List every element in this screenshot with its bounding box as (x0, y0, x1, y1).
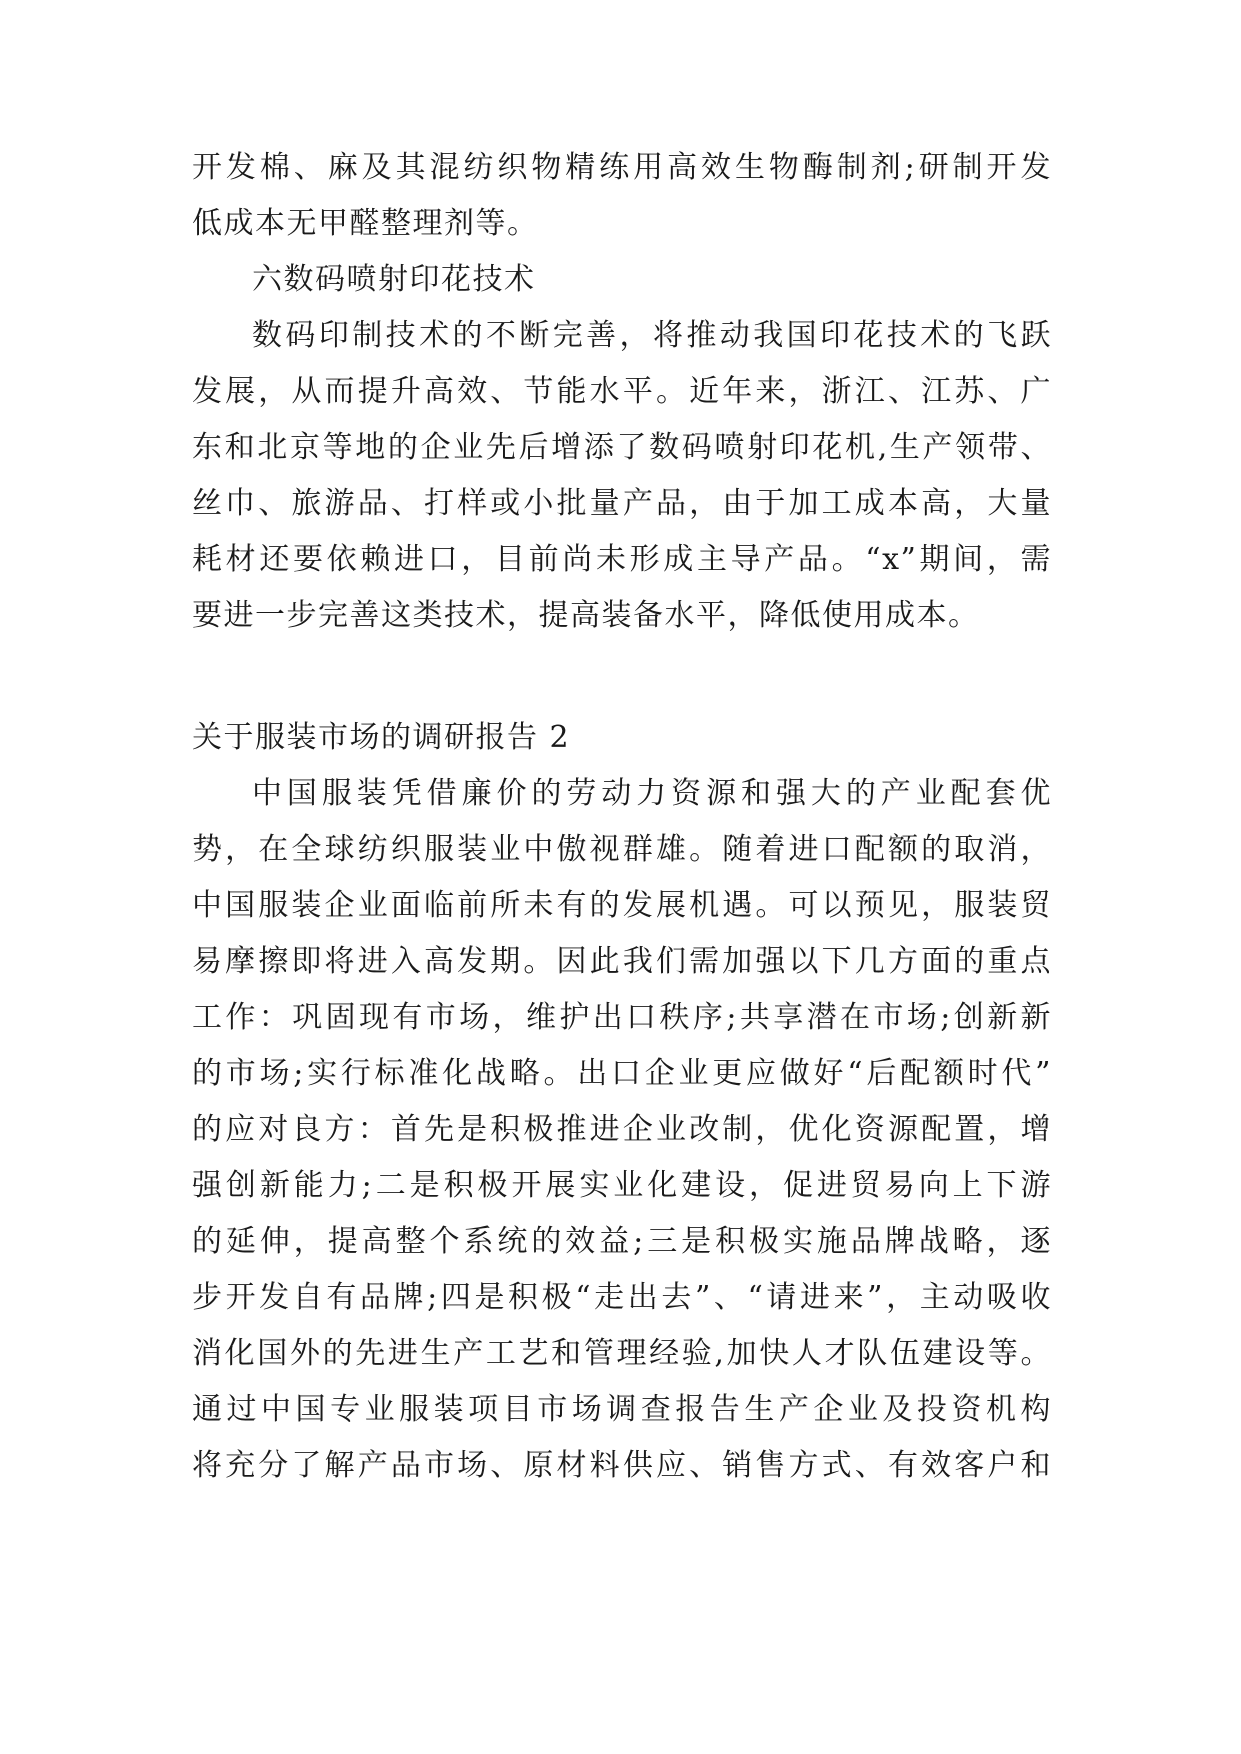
paragraph-line: 丝巾、旅游品、打样或小批量产品，由于加工成本高，大量 (192, 486, 1052, 521)
paragraph-line: 要进一步完善这类技术，提高装备水平，降低使用成本。 (192, 598, 980, 633)
paragraph-line: 消化国外的先进生产工艺和管理经验,加快人才队伍建设等。 (192, 1336, 1052, 1371)
report-title: 关于服装市场的调研报告 2 (192, 720, 571, 755)
paragraph-line: 中国服装凭借廉价的劳动力资源和强大的产业配套优 (252, 776, 1052, 811)
paragraph-line: 步开发自有品牌;四是积极“走出去”、“请进来”，主动吸收 (192, 1280, 1052, 1315)
paragraph-line: 耗材还要依赖进口，目前尚未形成主导产品。“x”期间，需 (192, 542, 1052, 577)
paragraph-line: 开发棉、麻及其混纺织物精练用高效生物酶制剂;研制开发 (192, 150, 1052, 185)
paragraph-line: 东和北京等地的企业先后增添了数码喷射印花机,生产领带、 (192, 430, 1052, 465)
paragraph-line: 强创新能力;二是积极开展实业化建设，促进贸易向上下游 (192, 1168, 1052, 1203)
paragraph-line: 通过中国专业服装项目市场调查报告生产企业及投资机构 (192, 1392, 1052, 1427)
paragraph-line: 势，在全球纺织服装业中傲视群雄。随着进口配额的取消， (192, 832, 1052, 867)
paragraph-line: 的应对良方：首先是积极推进企业改制，优化资源配置，增 (192, 1112, 1052, 1147)
paragraph-line: 易摩擦即将进入高发期。因此我们需加强以下几方面的重点 (192, 944, 1052, 979)
paragraph-line: 的市场;实行标准化战略。出口企业更应做好“后配额时代” (192, 1056, 1052, 1091)
paragraph-line: 中国服装企业面临前所未有的发展机遇。可以预见，服装贸 (192, 888, 1052, 923)
paragraph-line: 数码印制技术的不断完善，将推动我国印花技术的飞跃 (252, 318, 1052, 353)
section-heading: 六数码喷射印花技术 (252, 262, 536, 297)
paragraph-line: 工作：巩固现有市场，维护出口秩序;共享潜在市场;创新新 (192, 1000, 1052, 1035)
paragraph-line: 发展，从而提升高效、节能水平。近年来，浙江、江苏、广 (192, 374, 1052, 409)
paragraph-line: 将充分了解产品市场、原材料供应、销售方式、有效客户和 (192, 1448, 1052, 1483)
paragraph-line: 的延伸，提高整个系统的效益;三是积极实施品牌战略，逐 (192, 1224, 1052, 1259)
paragraph-line: 低成本无甲醛整理剂等。 (192, 206, 539, 241)
